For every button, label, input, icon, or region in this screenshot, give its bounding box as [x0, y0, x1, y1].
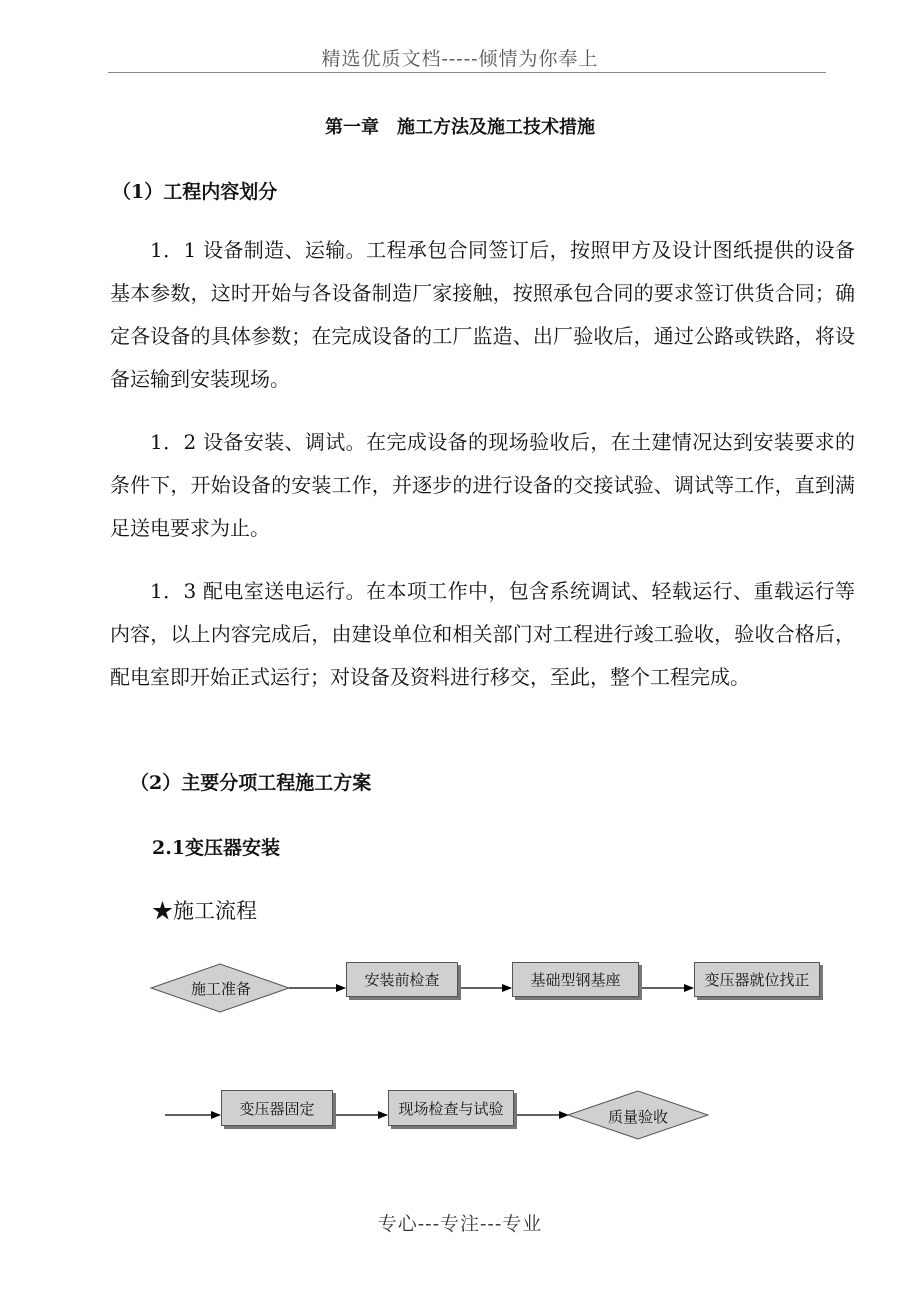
flow-title: ★施工流程: [152, 899, 257, 923]
flow-step-inspection-test: 现场检查与试验: [388, 1090, 514, 1126]
paragraph-1-2: 1．2 设备安装、调试。在完成设备的现场验收后，在土建情况达到安装要求的条件下，开始设备的安装工作，并逐步的进行设备的交接试验、调试等工作，直到满足送电要求为止。: [110, 430, 855, 540]
paragraph-1-1: 1．1 设备制造、运输。工程承包合同签订后，按照甲方及设计图纸提供的设备基本参数，这时开始与各设备制造厂家接触，按照承包合同的要求签订供货合同；确定各设备的具体参数；在完成设备的工厂监造、出厂验收后，通过公路或铁路，将设备运输到安装现场。: [110, 238, 855, 391]
page-header: 精选优质文档-----倾情为你奉上: [321, 48, 599, 70]
flow-step-positioning: 变压器就位找正: [694, 962, 820, 997]
flow-step-precheck: 安装前检查: [346, 962, 458, 997]
header-rule: [108, 72, 826, 73]
paragraph-1-3: 1．3 配电室送电运行。在本项工作中，包含系统调试、轻载运行、重载运行等内容，以上内容完成后，由建设单位和相关部门对工程进行竣工验收，验收合格后，配电室即开始正式运行；对设备及资料进行移交，至此，整个工程完成。: [110, 579, 855, 689]
flow-step-quality-acceptance: 质量验收: [607, 1108, 668, 1126]
page-footer: 专心---专注---专业: [377, 1213, 543, 1235]
section2-heading: （2）主要分项工程施工方案: [130, 772, 372, 794]
flow-step-steel-base: 基础型钢基座: [512, 962, 639, 997]
chapter-title: 第一章 施工方法及施工技术措施: [325, 117, 595, 138]
section1-heading: （1）工程内容划分: [112, 181, 278, 203]
section2-1-heading: 2.1变压器安装: [152, 837, 281, 859]
flow-step-prepare: 施工准备: [190, 980, 251, 998]
flow-step-fixing: 变压器固定: [221, 1090, 333, 1126]
